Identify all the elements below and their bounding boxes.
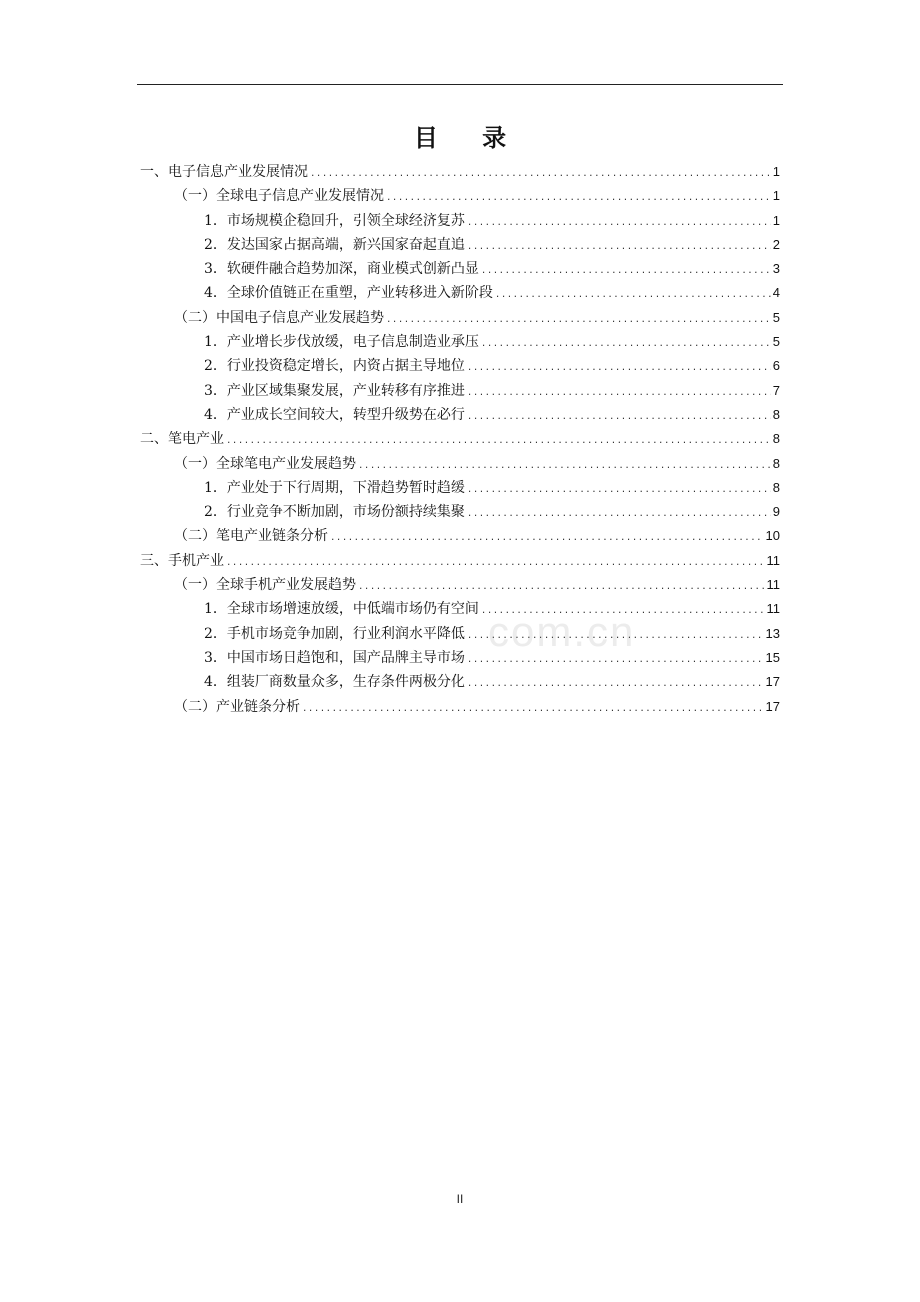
toc-entry-page: 1	[772, 212, 780, 228]
dot-leader	[467, 672, 764, 696]
dot-leader	[226, 429, 771, 453]
toc-entry-page: 17	[765, 674, 780, 690]
toc-entry[interactable]	[140, 281, 780, 305]
page-number: II	[456, 1192, 464, 1206]
dot-leader	[467, 502, 771, 526]
header-rule	[137, 84, 783, 85]
toc-entry-page: 13	[765, 625, 780, 641]
dot-leader	[386, 186, 771, 210]
toc-entry-page: 11	[766, 601, 780, 617]
table-of-contents	[140, 160, 780, 719]
dot-leader	[495, 283, 771, 307]
dot-leader	[481, 259, 771, 283]
toc-entry-page: 8	[772, 431, 780, 447]
toc-entry[interactable]	[140, 500, 780, 524]
toc-entry-label: 4．组装厂商数量众多，生存条件两极分化	[204, 674, 465, 691]
toc-entry-label: （一）全球手机产业发展趋势	[174, 577, 356, 594]
toc-entry[interactable]	[140, 549, 780, 573]
toc-entry-page: 5	[772, 309, 780, 325]
toc-entry-page: 8	[772, 406, 780, 422]
toc-entry-page: 7	[772, 382, 780, 398]
dot-leader	[386, 308, 771, 332]
toc-entry-page: 15	[765, 649, 780, 665]
toc-entry-page: 8	[772, 479, 780, 495]
dot-leader	[467, 405, 771, 429]
toc-entry[interactable]	[140, 379, 780, 403]
toc-entry-label: 一、电子信息产业发展情况	[140, 164, 308, 180]
toc-entry-page: 9	[772, 504, 780, 520]
dot-leader	[358, 575, 765, 599]
toc-entry-page: 17	[765, 698, 780, 714]
toc-entry[interactable]	[140, 524, 780, 548]
toc-entry-page: 11	[766, 552, 780, 568]
toc-entry[interactable]	[140, 695, 780, 719]
toc-entry-label: 三、手机产业	[140, 552, 224, 569]
toc-entry[interactable]	[140, 573, 780, 597]
toc-entry-page: 3	[772, 261, 780, 277]
toc-entry-label: 2．手机市场竞争加剧，行业利润水平降低	[204, 625, 465, 642]
toc-entry[interactable]	[140, 184, 780, 208]
dot-leader	[467, 211, 771, 235]
toc-entry-label: 4．全球价值链正在重塑，产业转移进入新阶段	[204, 285, 493, 302]
dot-leader	[467, 235, 771, 259]
dot-leader	[467, 356, 771, 380]
toc-entry-label: （二）中国电子信息产业发展趋势	[174, 309, 384, 326]
toc-entry-page: 1	[772, 164, 780, 179]
dot-leader	[467, 478, 771, 502]
dot-leader	[310, 162, 771, 186]
toc-entry-label: 1．全球市场增速放缓，中低端市场仍有空间	[204, 601, 479, 618]
toc-entry-label: （一）全球电子信息产业发展情况	[174, 188, 384, 205]
toc-entry[interactable]	[140, 452, 780, 476]
watermark: com.cn	[488, 608, 636, 655]
toc-entry-label: （二）产业链条分析	[174, 698, 300, 715]
toc-entry-label: （一）全球笔电产业发展趋势	[174, 455, 356, 472]
toc-entry[interactable]	[140, 257, 780, 281]
toc-entry[interactable]	[140, 427, 780, 451]
toc-entry[interactable]	[140, 233, 780, 257]
toc-entry-label: 1．市场规模企稳回升，引领全球经济复苏	[204, 212, 465, 229]
toc-entry[interactable]	[140, 622, 780, 646]
dot-leader	[330, 526, 764, 550]
toc-entry-label: 2．行业投资稳定增长，内资占据主导地位	[204, 358, 465, 375]
toc-entry-label: 2．发达国家占据高端，新兴国家奋起直追	[204, 236, 465, 253]
toc-entry-page: 10	[765, 528, 780, 544]
toc-entry-label: 3．软硬件融合趋势加深，商业模式创新凸显	[204, 261, 479, 278]
toc-entry[interactable]	[140, 209, 780, 233]
toc-entry-label: 3．中国市场日趋饱和，国产品牌主导市场	[204, 649, 465, 666]
toc-entry[interactable]	[140, 160, 780, 184]
toc-entry[interactable]	[140, 597, 780, 621]
toc-entry-page: 4	[772, 285, 780, 301]
toc-entry-page: 6	[772, 358, 780, 374]
dot-leader	[358, 454, 771, 478]
toc-entry-page: 2	[772, 236, 780, 252]
toc-entry-label: 二、笔电产业	[140, 431, 224, 448]
page-title: 目 录	[413, 123, 525, 152]
toc-entry-label: 1．产业处于下行周期，下滑趋势暂时趋缓	[204, 479, 465, 496]
toc-entry-page: 1	[772, 188, 780, 204]
toc-entry[interactable]	[140, 476, 780, 500]
toc-entry-page: 11	[766, 577, 780, 593]
toc-entry[interactable]	[140, 354, 780, 378]
toc-entry[interactable]	[140, 646, 780, 670]
dot-leader	[226, 551, 765, 575]
toc-entry[interactable]	[140, 670, 780, 694]
toc-entry-label: 1．产业增长步伐放缓，电子信息制造业承压	[204, 334, 479, 351]
dot-leader	[467, 381, 771, 405]
toc-entry[interactable]	[140, 306, 780, 330]
toc-entry[interactable]	[140, 403, 780, 427]
toc-entry-page: 5	[772, 334, 780, 350]
toc-entry-label: 4．产业成长空间较大，转型升级势在必行	[204, 406, 465, 423]
toc-entry-label: （二）笔电产业链条分析	[174, 528, 328, 545]
toc-entry-label: 2．行业竞争不断加剧，市场份额持续集聚	[204, 504, 465, 521]
toc-entry-page: 8	[772, 455, 780, 471]
toc-entry[interactable]	[140, 330, 780, 354]
toc-entry-label: 3．产业区域集聚发展，产业转移有序推进	[204, 382, 465, 399]
dot-leader	[481, 332, 771, 356]
dot-leader	[302, 697, 764, 721]
